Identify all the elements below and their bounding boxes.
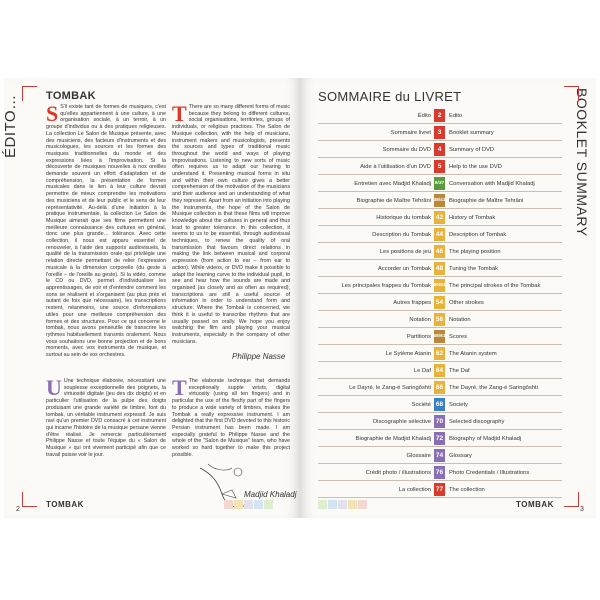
toc-row: [318, 431, 562, 446]
toc-english-label: Edito: [449, 112, 463, 119]
footer-right: TOMBAK: [516, 500, 554, 509]
toc-french-label: Historique du tombak: [376, 214, 431, 221]
toc-row: [318, 210, 562, 225]
toc-french-label: Société: [411, 401, 431, 408]
toc-french-label: Crédit photo / illustrations: [365, 469, 431, 476]
english-intro-text: [172, 101, 290, 345]
toc-divider: [318, 174, 562, 175]
swatch: [358, 500, 367, 509]
toc-french-label: Sommaire livret: [390, 129, 431, 136]
toc-english-label: Other strokes: [449, 299, 484, 306]
toc-french-label: La collection: [398, 486, 431, 493]
toc-row: [318, 363, 562, 378]
toc-french-label: Le Daf: [413, 367, 431, 374]
toc-english-label: The Atanin system: [449, 350, 497, 357]
toc-page-number: 58/61: [434, 330, 445, 343]
toc-page-number: 5: [434, 160, 445, 173]
swatch: [254, 500, 263, 509]
toc-page-number: 77: [434, 483, 445, 496]
toc-english-label: Booklet summary: [449, 129, 494, 136]
toc-french-label: Le Sytème Atanin: [385, 350, 431, 357]
toc-divider: [318, 259, 562, 260]
toc-row: [318, 295, 562, 310]
toc-row: [318, 193, 562, 208]
english-khaladj-text: [172, 375, 290, 462]
signature-madjid-khaladj: Madjid Khaladj: [244, 490, 297, 499]
toc-divider: [318, 429, 562, 430]
toc-divider: [318, 395, 562, 396]
french-intro-paragraph: S'il existe tant de formes de musiques, c'est qu'elles appartiennent à une culture, à une organisation sociale, à un terroir, à un groupe d'individus ou à des pratiques religieuses. La collection Le Salon de Musique présente, avec des musiciens, des facteurs d'instruments et des musicologues, les sources et les formes des musiques traditionnelles du monde et des expressions liées à l'improvisation. Si la découverte de musiques nouvelles à nos oreilles demande souvent un effort d'adaptation et de compréhension, la présentation de formes musicales dans le lien à leur culture devrait permettre de mieux comprendre les motivations des musiciens et de leur public et le sens de leur représentativité. Au-delà d'une initiation à la pratique instrumentale, la collection Le Salon de Musique aimerait que ses films permettent une meilleure connaissance des cultures en général, donc une plus grande… tolérance. Avec cette collection, il nous est apparu essentiel de renouveler, à l'aide des supports audiovisuels, la qualité de la transmission orale qui privilégie une relation directe permettant de relier l'expression musicale à la dimension corporelle (du geste à l'oreille – de l'oreille au geste). Si la vidéo, comme le CD ou DVD, permet d'individualiser les apprentissages, de voir et d'entendre comment les sons se réalisent et s'organisent (au plus près et autant de fois que nécessaire), les transcriptions restent, néanmoins, une source d'informations utiles pour une meilleure compréhension des formes et des structures. Pour ce qui concerne le tombak, nous avons penséutile de transcrire les rythmes habituellement transmis oralement. Nous vous souhaitons une bonne projection et de bons moments, avec vos instruments de musique, et surtout au sein de vos orchestres.: [46, 104, 166, 359]
toc-row: [318, 397, 562, 412]
french-khaladj-paragraph: Une technique élaborée, nécessitant une souplesse exceptionnelle des poignets, la virtuosité digitale (jeu des dix doigts) et en particulier l'utilisation de la pulpe des doigts produisant une grande variété de timbre, font du tombak, un véritable instrument expressif. Je suis ravi qu'un premier DVD consacré à cet instrument qui incarne l'histoire de la musique persane vienne d'être réalisé. Je remercie particulièrement Philippe Nasse et toute l'équipe du « Salon de Musique » qui ont vivement participé afin que ce travail puisse voir le jour.: [46, 378, 166, 458]
toc-divider: [318, 242, 562, 243]
toc-page-number: 74: [434, 449, 445, 462]
french-khaladj-text: [46, 375, 166, 498]
toc-divider: [318, 497, 562, 498]
toc-french-label: Notation: [409, 316, 431, 323]
toc-row: [318, 261, 562, 276]
drop-cap-s: S: [46, 101, 59, 126]
signature-philippe-nasse: Philippe Nasse: [232, 352, 286, 361]
toc-english-label: Biographie de Maître Tehrâni: [449, 197, 524, 204]
toc-divider: [318, 191, 562, 192]
toc-english-label: Photo Credentials / Illustrations: [449, 469, 530, 476]
toc-row: [318, 142, 562, 157]
toc-french-label: Le Dayré, le Zang-é Saringôshti: [349, 384, 431, 391]
page-number-right: 3: [580, 506, 584, 513]
booklet-summary-vertical-title: BOOKLET SUMMARY: [574, 88, 590, 237]
toc-divider: [318, 310, 562, 311]
toc-row: [318, 159, 562, 174]
swatch: [318, 500, 327, 509]
toc-row: [318, 108, 562, 123]
toc-divider: [318, 140, 562, 141]
toc-page-number: 48: [434, 262, 445, 275]
page-title: TOMBAK: [46, 90, 96, 102]
toc-row: [318, 346, 562, 361]
toc-english-label: The principal strokes of the Tombak: [449, 282, 541, 289]
toc-french-label: Biographie de Maître Tehrâni: [356, 197, 431, 204]
toc-french-label: Discographie sélective: [373, 418, 431, 425]
toc-english-label: Description of Tombak: [449, 231, 507, 238]
toc-page-number: 68: [434, 398, 445, 411]
toc-row: [318, 329, 562, 344]
toc-title: [318, 89, 461, 104]
toc-english-label: Tuning the Tombak: [449, 265, 498, 272]
swatch: [328, 500, 337, 509]
edito-vertical-title: ÉDITO…: [2, 94, 19, 158]
footer-swatches-right: [318, 500, 367, 509]
toc-divider: [318, 327, 562, 328]
swatch: [224, 500, 233, 509]
toc-page-number: 44: [434, 228, 445, 241]
toc-french-label: Partitions: [406, 333, 431, 340]
toc-english-label: Scores: [449, 333, 468, 340]
toc-row: [318, 176, 562, 191]
toc-row: [318, 312, 562, 327]
toc-english-label: The Daf: [449, 367, 470, 374]
toc-divider: [318, 293, 562, 294]
toc-divider: [318, 208, 562, 209]
toc-page-number: 50/53: [434, 279, 445, 292]
toc-french-label: Entretien avec Madjid Khaladj: [354, 180, 431, 187]
english-khaladj-paragraph: The elaborate technique that demands exceptionally supple wrists, digital virtuosity (using all ten fingers) and in particular the use of the fleshy part of the fingers to produce a wide variety of timbres, makes the Tombak a really expressive instrument. I am delighted that the first DVD devoted to this historic Persian instrument has been made. I am especially grateful to Philippe Nasse and the whole of the "Salon de Musique" team, who have worked so hard together to make this project possible.: [172, 378, 290, 458]
toc-french-label: Description du Tombak: [372, 231, 431, 238]
footer-swatches-left: [224, 500, 273, 509]
toc-page-number: 4: [434, 143, 445, 156]
toc-row: [318, 482, 562, 497]
toc-page-number: 62: [434, 347, 445, 360]
toc-french-label: Glossaire: [406, 452, 431, 459]
drop-cap-t2: T: [172, 375, 187, 400]
swatch: [348, 500, 357, 509]
toc-page-number: 76: [434, 466, 445, 479]
drop-cap-u: U: [46, 375, 62, 400]
swatch: [338, 500, 347, 509]
toc-page-number: 56: [434, 313, 445, 326]
toc-title-bold: SOMMAIRE: [318, 89, 392, 104]
toc-english-label: Biography of Madjid Khaladj: [449, 435, 522, 442]
toc-row: [318, 448, 562, 463]
right-bottom-bracket: [564, 492, 579, 507]
toc-english-label: Glossary: [449, 452, 472, 459]
toc-row: [318, 278, 562, 293]
footer-left: TOMBAK: [46, 500, 84, 509]
toc-divider: [318, 480, 562, 481]
toc-french-label: Accorder un Tombak: [377, 265, 431, 272]
toc-divider: [318, 225, 562, 226]
toc-english-label: History of Tombak: [449, 214, 496, 221]
toc-divider: [318, 463, 562, 464]
toc-row: [318, 244, 562, 259]
page-number-left: 2: [16, 506, 20, 513]
toc-english-label: The playing position: [449, 248, 501, 255]
toc-english-label: The Dayré, the Zang-é Saringôshti: [449, 384, 538, 391]
toc-page-number: 54: [434, 296, 445, 309]
toc-french-label: Édito: [417, 112, 431, 119]
toc-divider: [318, 446, 562, 447]
toc-french-label: Autres frappes: [393, 299, 431, 306]
toc-page-number: 46: [434, 245, 445, 258]
toc-french-label: Les positions de jeu: [379, 248, 431, 255]
toc-page-number: 72: [434, 432, 445, 445]
toc-page-number: 38/41: [434, 194, 445, 207]
toc-english-label: Summary of DVD: [449, 146, 495, 153]
toc-page-number: 42: [434, 211, 445, 224]
toc-title-rest: du LIVRET: [391, 89, 462, 104]
toc-divider: [318, 276, 562, 277]
toc-english-label: Notation: [449, 316, 471, 323]
toc-page-number: 66: [434, 381, 445, 394]
toc-divider: [318, 378, 562, 379]
toc-page-number: 64: [434, 364, 445, 377]
toc-divider: [318, 344, 562, 345]
toc-french-label: Les principales frappes du Tombak: [341, 282, 431, 289]
swatch: [234, 500, 243, 509]
drop-cap-t: T: [172, 101, 187, 126]
toc-divider: [318, 123, 562, 124]
toc-french-label: Sommaire du DVD: [382, 146, 431, 153]
toc-page-number: 6/37: [434, 177, 445, 190]
toc-french-label: Biographie de Madjid Khaladj: [355, 435, 431, 442]
toc-english-label: Help to the use DVD: [449, 163, 502, 170]
toc-page-number: 2: [434, 109, 445, 122]
toc-french-label: Aide à l'utilisation d'un DVD: [360, 163, 431, 170]
french-intro-text: [46, 101, 166, 372]
toc-row: [318, 227, 562, 242]
toc-english-label: The collection: [449, 486, 485, 493]
toc-page-number: 70: [434, 415, 445, 428]
swatch: [244, 500, 253, 509]
swatch: [264, 500, 273, 509]
english-intro-paragraph: There are so many different forms of music because they belong to different cultures, social organisations, territories, groups of individuals, or religious practices. The Salon de Musique collection, with the help of musicians, instrument makers and musicologists, presents the sources and types of traditional music throughout the world and ways of playing improvisations. Listening to new sorts of music often requires us to adapt our hearing to understand it. Presenting musical forms in situ and within their own culture gives a better comprehension of the motivation of the musicians and their audience and an understanding of what they represent. Apart from an initiation into playing the instruments, the hope of the Salon de Musique collection is that these films will improve knowledge about the cultures in general and thus lead to greater tolerance. In this collection, it seems to us to be essential, through audiovisual techniques, to renew the quality of oral transmission that favours direct relations in making the link between musical and corporal expression (from action to ear – from ear to action). While videos, or DVD make it possible to adapt the learning curve to the individual pupil, to see and hear how the sounds are made and organised (as closely and as often as required), transcriptions are still a useful source of information in order to understand form and structure. Where the Tombak is concerned, we think it is useful to transcribe rhythms that are usually passed on orally. We hope you enjoy watching the film and playing your musical instruments, especially in the company of other musicians.: [172, 104, 290, 345]
toc-divider: [318, 361, 562, 362]
toc-page-number: 3: [434, 126, 445, 139]
right-top-bracket: [564, 86, 579, 101]
toc-row: [318, 125, 562, 140]
toc-divider: [318, 157, 562, 158]
toc-divider: [318, 412, 562, 413]
left-top-bracket: [22, 86, 37, 101]
toc-row: [318, 414, 562, 429]
toc-english-label: Conversation with Madjid Khaladj: [449, 180, 535, 187]
toc-english-label: Selected discography: [449, 418, 505, 425]
toc-row: [318, 465, 562, 480]
toc-row: [318, 380, 562, 395]
left-bottom-bracket: [22, 492, 37, 507]
toc-english-label: Society: [449, 401, 469, 408]
